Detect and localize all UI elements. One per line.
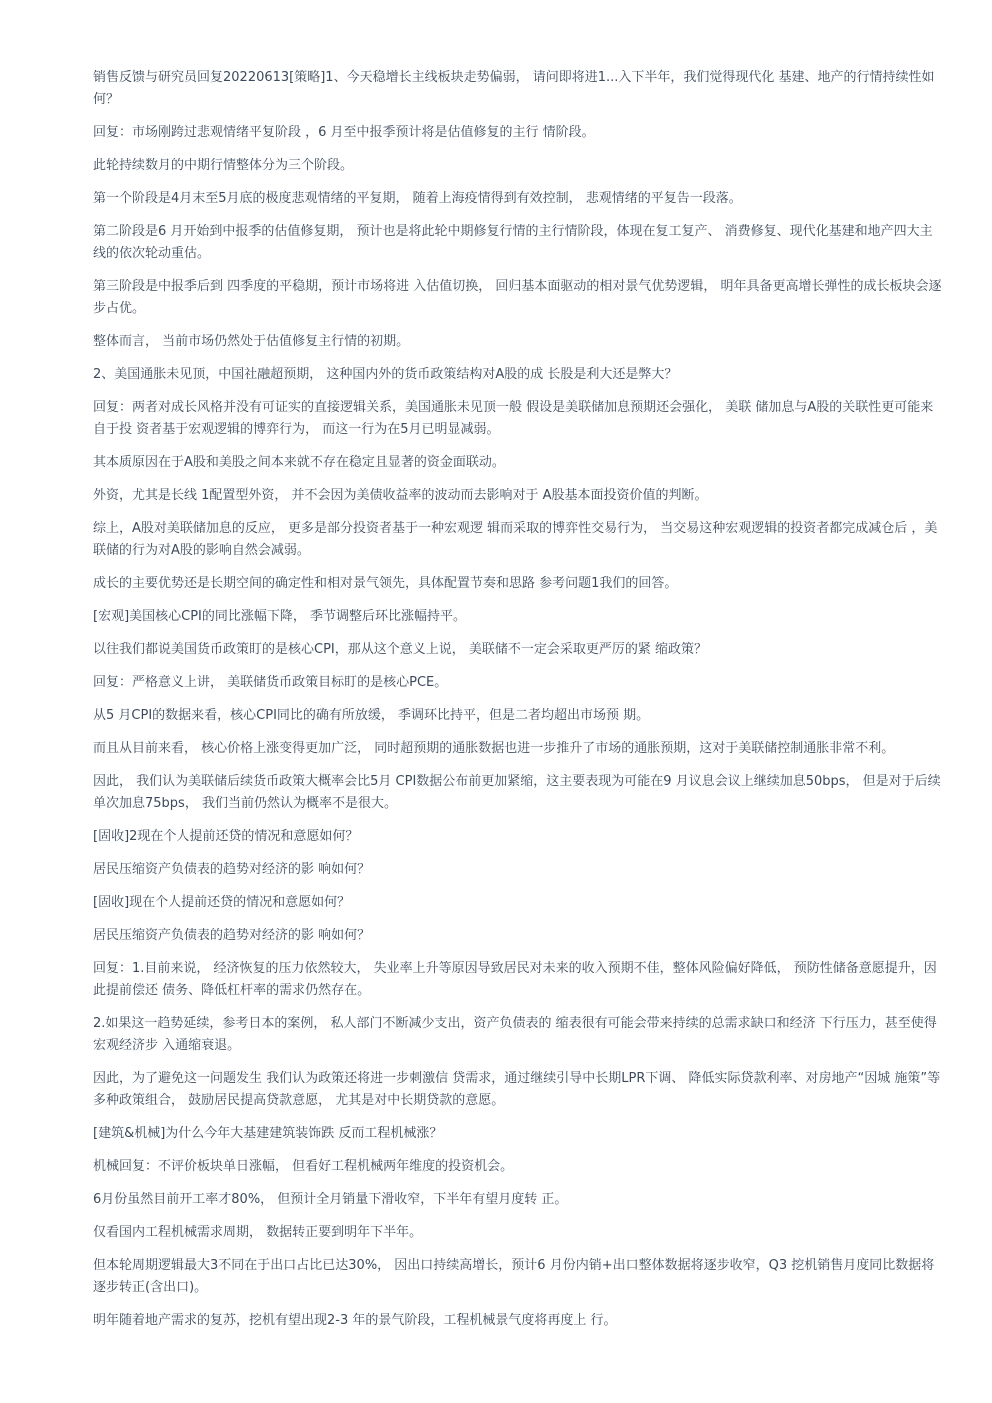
paragraph-growth-advantage: 成长的主要优势还是长期空间的确定性和相对景气领先，具体配置节奏和思路 参考问题1我们的回答。 [93,576,678,591]
paragraph-summary-1: 整体而言， 当前市场仍然处于估值修复主行情的初期。 [93,334,410,349]
paragraph-next-year-outlook: 明年随着地产需求的复苏，挖机有望出现2-3 年的景气阶段，工程机械景气度将再度上 行。 [93,1313,617,1328]
paragraph-fixed-income-q4: 居民压缩资产负债表的趋势对经济的影 响如何？ [93,928,371,943]
paragraph-foreign-capital: 外资，尤其是长线 1配置型外资， 并不会因为美债收益率的波动而去影响对于 A股基本面投资价值的判断。 [93,488,708,503]
paragraph-domestic-cycle: 仅看国内工程机械需求周期， 数据转正要到明年下半年。 [93,1225,423,1240]
paragraph-phase-1: 第一个阶段是4月末至5月底的极度悲观情绪的平复期， 随着上海疫情得到有效控制， 悲观情绪的平复告一段落。 [93,191,742,206]
paragraph-question-1: 销售反馈与研究员回复20220613[策略]1、今天稳增长主线板块走势偏弱， 请问即将进1...入下半年，我们觉得现代化 基建、地产的行情持续性如何？ [93,70,935,107]
paragraph-fixed-income-q3: [固收]现在个人提前还贷的情况和意愿如何？ [93,895,351,910]
paragraph-phase-2: 第二阶段是6 月开始到中报季的估值修复期， 预计也是将此轮中期修复行情的主行情阶段，体现在复工复产、 消费修复、现代化基建和地产四大主线的依次轮动重估。 [93,224,933,261]
paragraph-japan-case: 2.如果这一趋势延续，参考日本的案例， 私人部门不断减少支出，资产负债表的 缩表很有可能会带来持续的总需求缺口和经济 下行压力，甚至使得宏观经济步 入通缩衰退。 [93,1016,937,1053]
paragraph-may-cpi: 从5 月CPI的数据来看，核心CPI同比的确有所放缓， 季调环比持平，但是二者均超出市场预 期。 [93,708,650,723]
paragraph-reply-1: 回复：市场刚跨过悲观情绪平复阶段 ，6 月至中报季预计将是估值修复的主行 情阶段。 [93,125,595,140]
paragraph-phases-intro: 此轮持续数月的中期行情整体分为三个阶段。 [93,158,354,173]
paragraph-reply-3: 回复：严格意义上讲， 美联储货币政策目标盯的是核心PCE。 [93,675,448,690]
paragraph-phase-3: 第三阶段是中报季后到 四季度的平稳期，预计市场将进 入估值切换， 回归基本面驱动的相对景气优势逻辑， 明年具备更高增长弹性的成长板块会逐步占优。 [93,279,942,316]
paragraph-fixed-income-q1: [固收]2现在个人提前还贷的情况和意愿如何？ [93,829,359,844]
paragraph-fed-outlook: 因此， 我们认为美联储后续货币政策大概率会比5月 CPI数据公布前更加紧缩，这主要表现为可能在9 月议息会议上继续加息50bps， 但是对于后续单次加息75bps， 我们当前仍然认为概率不是很大。 [93,774,941,811]
paragraph-macro-cpi: [宏观]美国核心CPI的同比涨幅下降， 季节调整后环比涨幅持平。 [93,609,467,624]
paragraph-reply-4: 回复：1.目前来说， 经济恢复的压力依然较大， 失业率上升等原因导致居民对未来的收入预期不佳，整体风险偏好降低， 预防性储备意愿提升，因此提前偿还 债务、降低杠杆率的需求仍然存在。 [93,961,937,998]
paragraph-policy-stimulus: 因此，为了避免这一问题发生 我们认为政策还将进一步刺激信 贷需求，通过继续引导中长期LPR下调、 降低实际贷款利率、对房地产“因城 施策”等多种政策组合， 鼓励居民提高贷款意愿， 尤其是对中长期贷款的意愿。 [93,1071,941,1108]
paragraph-question-2: 2、美国通胀未见顶，中国社融超预期， 这种国内外的货币政策结构对A股的成 长股是利大还是弊大？ [93,367,678,382]
paragraph-reply-2: 回复：两者对成长风格并没有可证实的直接逻辑关系，美国通胀未见顶一般 假设是美联储加息预期还会强化， 美联 储加息与A股的关联性更可能来自于投 资者基于宏观逻辑的博弈行为， 而这一行为在5月已明显减弱。 [93,400,934,437]
paragraph-machinery-reply: 机械回复：不评价板块单日涨幅， 但看好工程机械两年维度的投资机会。 [93,1159,514,1174]
paragraph-price-rise: 而且从目前来看， 核心价格上涨变得更加广泛， 同时超预期的通胀数据也进一步推升了市场的通胀预期，这对于美联储控制通胀非常不利。 [93,741,895,756]
paragraph-question-5: [建筑&机械]为什么今年大基建建筑装饰跌 反而工程机械涨？ [93,1126,443,1141]
paragraph-question-3: 以往我们都说美国货币政策盯的是核心CPI，那从这个意义上说， 美联储不一定会采取更严厉的紧 缩政策？ [93,642,708,657]
paragraph-june-sales: 6月份虽然目前开工率才80%， 但预计全月销量下滑收窄，下半年有望月度转 正。 [93,1192,568,1207]
paragraph-summary-2: 综上，A股对美联储加息的反应， 更多是部分投资者基于一种宏观逻 辑而采取的博弈性交易行为， 当交易这种宏观逻辑的投资者都完成减仓后 ，美联储的行为对A股的影响自然会减弱。 [93,521,938,558]
paragraph-export-share: 但本轮周期逻辑最大3不同在于出口占比已达30%， 因出口持续高增长，预计6 月份内销+出口整体数据将逐步收窄，Q3 挖机销售月度同比数据将逐步转正(含出口)。 [93,1258,935,1295]
paragraph-fixed-income-q2: 居民压缩资产负债表的趋势对经济的影 响如何？ [93,862,371,877]
paragraph-root-cause: 其本质原因在于A股和美股之间本来就不存在稳定且显著的资金面联动。 [93,455,505,470]
